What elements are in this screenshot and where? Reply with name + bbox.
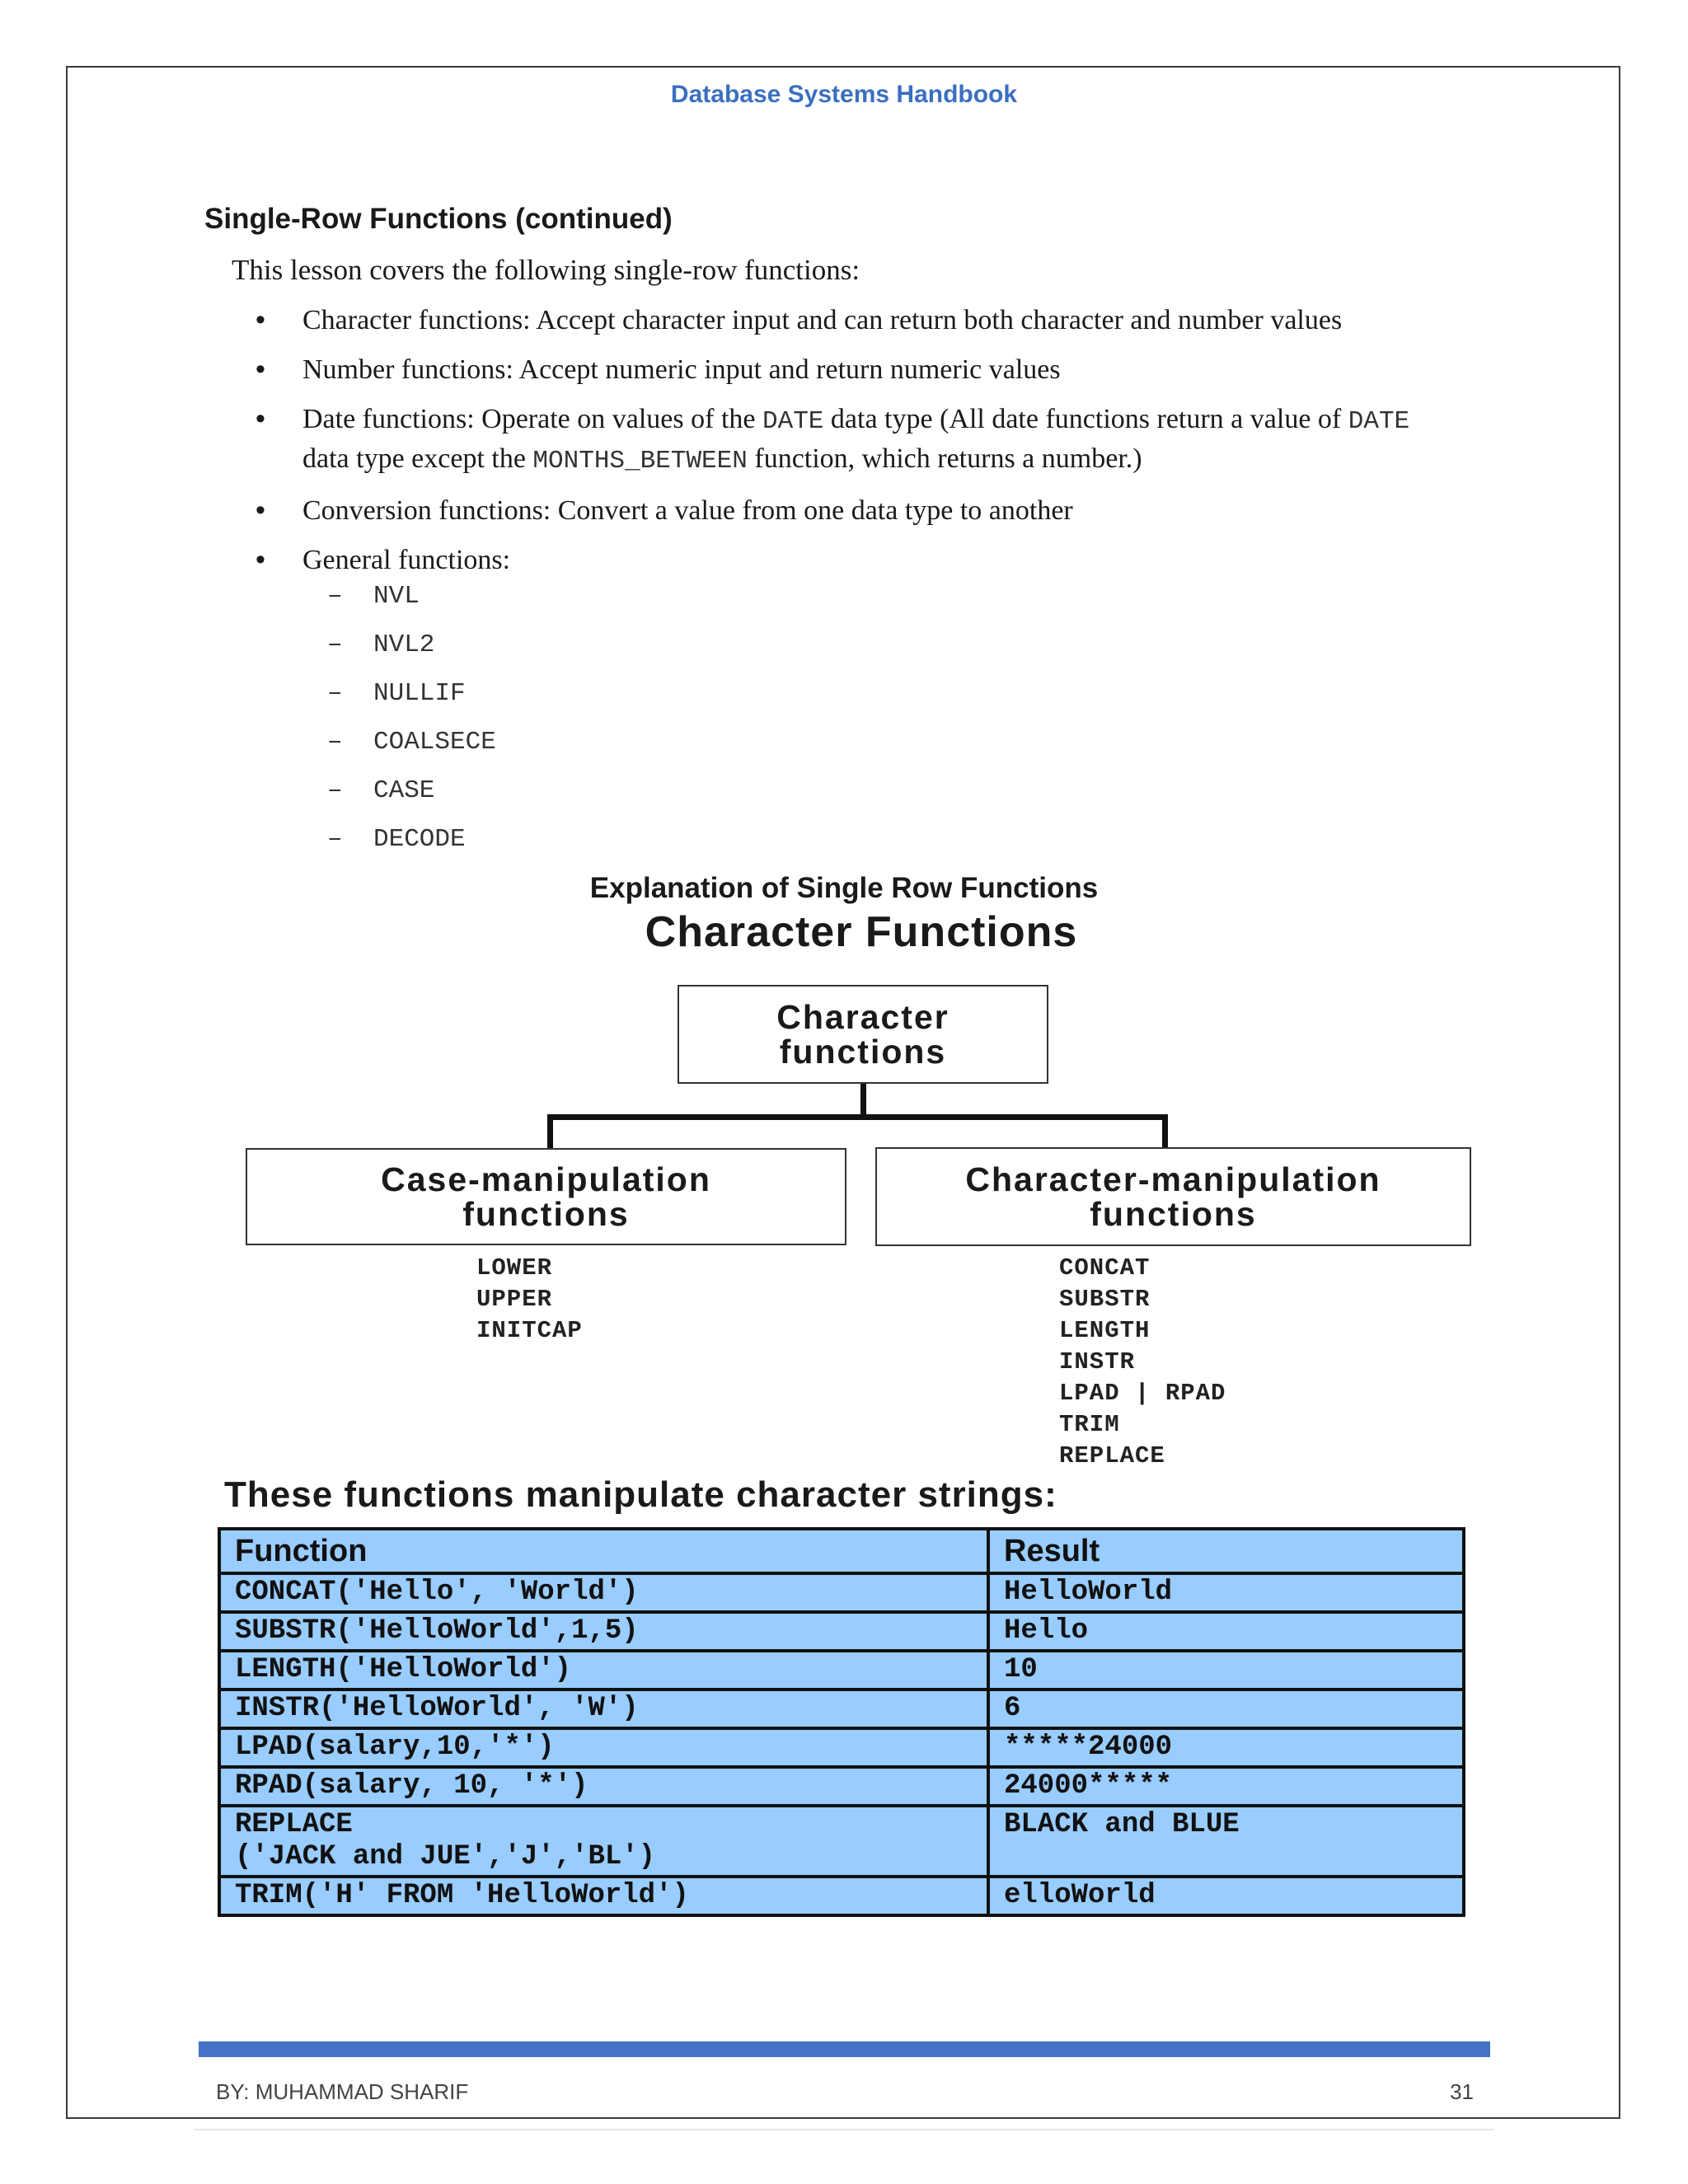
function-cell: REPLACE ('JACK and JUE','J','BL') [219,1806,988,1877]
table-row [219,1573,1464,1612]
list-item: – COALSECE [327,728,496,757]
table-row [219,1651,1464,1690]
list-item: – CASE [327,776,435,805]
connector-line [860,1084,866,1118]
list-item: – NVL [327,582,420,611]
dash-icon: – [327,679,343,708]
bullet-text: Character functions: Accept character input and can return both character and number values [302,305,1343,335]
list-item [256,401,1508,480]
bullet-icon: • [256,403,265,434]
list-item: LENGTH [1059,1317,1151,1344]
list-item: REPLACE [1059,1442,1165,1469]
page-header: Database Systems Handbook [670,81,1018,108]
table-row [219,1612,1464,1651]
list-item: LPAD | RPAD [1059,1380,1226,1407]
result-cell: elloWorld [988,1877,1464,1915]
footer-author: BY: MUHAMMAD SHARIF [216,2079,469,2104]
functions-table [218,1527,1465,1917]
page-number: 31 [1450,2079,1474,2104]
list-item [256,541,1508,579]
bullet-icon: • [256,544,265,575]
result-cell: HelloWorld [988,1573,1464,1612]
dash-icon: – [327,728,343,757]
column-header-function: Function [219,1529,988,1573]
divider [195,2129,1493,2130]
list-item: UPPER [476,1286,553,1313]
bullet-icon: • [256,304,265,335]
table-row [219,1728,1464,1767]
table-row [219,1690,1464,1728]
diagram-title: Character Functions [645,908,1078,956]
list-item: TRIM [1059,1411,1120,1438]
list-item: CONCAT [1059,1254,1151,1282]
list-item [256,302,1508,339]
list-item: INITCAP [476,1317,583,1344]
result-cell: Hello [988,1612,1464,1651]
bullet-text: Conversion functions: Convert a value from one data type to another [302,495,1073,526]
connector-line [547,1114,1168,1120]
function-cell: CONCAT('Hello', 'World') [219,1573,988,1612]
root-box: Character functions [678,985,1048,1084]
list-item: INSTR [1059,1348,1136,1376]
bullet-icon: • [256,354,265,385]
table-header-row [219,1529,1464,1573]
function-cell: LPAD(salary,10,'*') [219,1728,988,1767]
general-functions-list [327,582,496,874]
list-item: – DECODE [327,825,466,854]
function-cell: LENGTH('HelloWorld') [219,1651,988,1690]
section-intro: This lesson covers the following single-row functions: [232,254,860,286]
list-item: LOWER [476,1254,553,1282]
dash-icon: – [327,776,343,805]
list-item: – NULLIF [327,679,466,708]
dash-icon: – [327,825,343,854]
table-row [219,1806,1464,1877]
character-manipulation-box: Character-manipulation functions [875,1147,1471,1246]
bullet-icon: • [256,494,265,526]
bullet-text: General functions: [302,545,511,575]
dash-icon: – [327,630,343,659]
dash-icon: – [327,582,343,611]
footer-bar [199,2041,1490,2057]
bullet-text: Number functions: Accept numeric input and return numeric values [302,354,1061,385]
function-cell: SUBSTR('HelloWorld',1,5) [219,1612,988,1651]
function-cell: TRIM('H' FROM 'HelloWorld') [219,1877,988,1915]
case-functions-list [476,1253,583,1347]
result-cell: *****24000 [988,1728,1464,1767]
function-cell: RPAD(salary, 10, '*') [219,1767,988,1806]
result-cell: 10 [988,1651,1464,1690]
section-title: Single-Row Functions (continued) [204,203,673,235]
result-cell: 24000***** [988,1767,1464,1806]
function-cell: INSTR('HelloWorld', 'W') [219,1690,988,1728]
result-cell: 6 [988,1690,1464,1728]
function-bullet-list [256,302,1508,591]
table-row [219,1877,1464,1915]
explanation-title: Explanation of Single Row Functions [589,872,1099,904]
list-item: SUBSTR [1059,1286,1151,1313]
case-manipulation-box: Case-manipulation functions [246,1148,846,1245]
connector-line [1162,1114,1168,1149]
manipulate-heading: These functions manipulate character strings: [224,1474,1057,1515]
character-functions-list [1059,1253,1226,1472]
list-item: – NVL2 [327,630,435,659]
connector-line [547,1114,553,1149]
column-header-result: Result [988,1529,1464,1573]
table-row [219,1767,1464,1806]
list-item [256,492,1508,529]
result-cell: BLACK and BLUE [988,1806,1464,1877]
list-item [256,351,1508,388]
bullet-text: Date functions: Operate on values of the DATE data type (All date functions return a value of DATE data type except the MONTHS_BETWEEN function, which returns a number.) [302,404,1410,476]
